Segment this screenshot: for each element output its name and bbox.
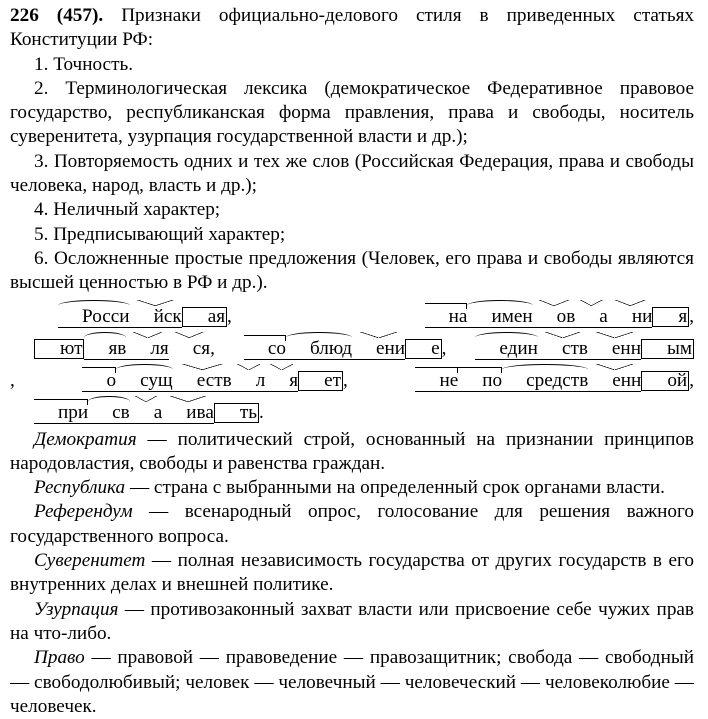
- morpheme-ending: ой: [641, 371, 689, 391]
- morpheme-prefix: о: [82, 370, 116, 392]
- morpheme-word: [10, 338, 210, 360]
- definition-term: Узурпация: [34, 598, 119, 620]
- morpheme-suffix: а: [575, 306, 608, 328]
- exercise-title: Признаки официально-делового стиля в приведенных статьях Конституции РФ:: [10, 5, 695, 51]
- morpheme-word: [451, 338, 694, 360]
- exercise-heading: [10, 4, 694, 53]
- punctuation: ,: [10, 369, 59, 391]
- word-stem: [34, 402, 214, 424]
- morpheme-suffix: а: [130, 402, 163, 424]
- definition-text: — полная независимость государства от других государств в его внутренних делах и внешней политике.: [10, 550, 694, 596]
- punctuation: ,: [227, 305, 401, 327]
- morpheme-ending: ют: [34, 339, 84, 359]
- morpheme-root: св: [88, 402, 130, 424]
- morpheme-ending: ть: [214, 403, 259, 423]
- morpheme-word: [401, 306, 690, 328]
- punctuation: ,: [689, 305, 694, 327]
- word-stem: [475, 338, 641, 360]
- list-item: 1. Точность.: [34, 53, 134, 75]
- morpheme-analysis: [10, 296, 694, 428]
- word-stem: [425, 306, 653, 328]
- morpheme-root: имен: [467, 306, 532, 328]
- word-stem: [58, 306, 182, 328]
- morpheme-suffix: я: [265, 370, 298, 392]
- morpheme-suffix: ива: [162, 402, 214, 424]
- morpheme-root: средств: [502, 370, 588, 392]
- list-item: 5. Предписывающий характер;: [34, 223, 286, 245]
- punctuation: ,: [343, 369, 392, 391]
- morpheme-word: [10, 402, 259, 424]
- list-item: 2. Терминологическая лексика (демократическое Федеративное правовое государство, республиканская форма правления, права и свободы, носитель суверенитета, узурпация государственной власти и др.);: [10, 77, 694, 148]
- punctuation: ,: [441, 337, 452, 359]
- word-stem: [82, 370, 298, 392]
- morpheme-root: яв: [84, 338, 126, 360]
- morpheme-suffix: ни: [608, 306, 653, 328]
- morpheme-suffix: л: [232, 370, 266, 392]
- morpheme-prefix: по: [458, 370, 502, 392]
- definition-text: — противозаконный захват власти или присвоение себе чужих прав на что-либо.: [10, 598, 694, 644]
- word-stem: [415, 370, 641, 392]
- morpheme-ending: ет: [298, 371, 343, 391]
- word-stem: [244, 338, 405, 360]
- exercise-number: 226 (457).: [10, 5, 104, 26]
- morpheme-suffix: ля: [126, 338, 168, 360]
- morpheme-root: блюд: [286, 338, 352, 360]
- morpheme-word: [58, 370, 343, 392]
- definition: [10, 646, 694, 719]
- definition-term: Суверенитет: [34, 550, 146, 572]
- definition-text: — всенародный опрос, голосование для решения важного государственного вопроса.: [10, 501, 694, 547]
- morpheme-suffix: ени: [352, 338, 405, 360]
- morpheme-suffix: ов: [533, 306, 576, 328]
- definition: [10, 476, 694, 500]
- morpheme-root: Росси: [58, 306, 130, 328]
- morpheme-word: [220, 338, 442, 360]
- morpheme-prefix: на: [425, 306, 468, 328]
- list-item: 6. Осложненные простые предложения (Человек, его права и свободы являются высшей ценностью в РФ и др.).: [10, 247, 694, 294]
- morpheme-root: сущ: [116, 370, 173, 392]
- morpheme-ending: я: [652, 307, 689, 327]
- morpheme-word: [34, 306, 227, 328]
- definition: [10, 549, 694, 598]
- definition-term: Референдум: [34, 501, 133, 523]
- morpheme-ending: ая: [182, 307, 227, 327]
- definition: [10, 500, 694, 549]
- definition-term: Республика: [34, 477, 126, 499]
- morpheme-ending: е: [405, 339, 442, 359]
- definition: [10, 598, 694, 647]
- morpheme-prefix: со: [244, 338, 286, 360]
- definitions: [10, 428, 694, 719]
- morpheme-suffix: ств: [538, 338, 588, 360]
- morpheme-prefix: не: [415, 370, 458, 392]
- definition-term: Право: [34, 647, 85, 669]
- definition-text: — политический строй, основанный на признании принципов народовластия, свободы и равенства граждан.: [10, 428, 694, 474]
- punctuation: .: [258, 401, 264, 423]
- morpheme-suffix: йск: [130, 306, 182, 328]
- morpheme-ending: ым: [641, 339, 694, 359]
- punctuation: ,: [210, 337, 220, 359]
- list-item: 3. Повторяемость одних и тех же слов (Российская Федерация, права и свободы человека, народ, власть и др.);: [10, 150, 694, 197]
- definition-term: Демократия: [34, 428, 137, 450]
- word-stem: [84, 338, 168, 360]
- textbook-page: [10, 4, 694, 719]
- morpheme-word: [391, 370, 689, 392]
- definition: [10, 428, 694, 477]
- morpheme-prefix: при: [34, 402, 88, 424]
- definition-text: — правовой — правоведение — правозащитник; свобода — свободный — свободолюбивый; человек — человечный — человеческий — человеколюбие — человечек.: [10, 647, 694, 717]
- morpheme-suffix: енн: [588, 338, 641, 360]
- morpheme-root: един: [475, 338, 538, 360]
- morpheme-suffix: енн: [588, 370, 641, 392]
- morpheme-suffix: еств: [173, 370, 232, 392]
- list-item: 4. Неличный характер;: [34, 199, 221, 221]
- definition-text: — страна с выбранными на определенный срок органами власти.: [125, 477, 665, 499]
- punctuation: ,: [689, 369, 694, 391]
- morpheme-postfix: ся: [169, 338, 210, 360]
